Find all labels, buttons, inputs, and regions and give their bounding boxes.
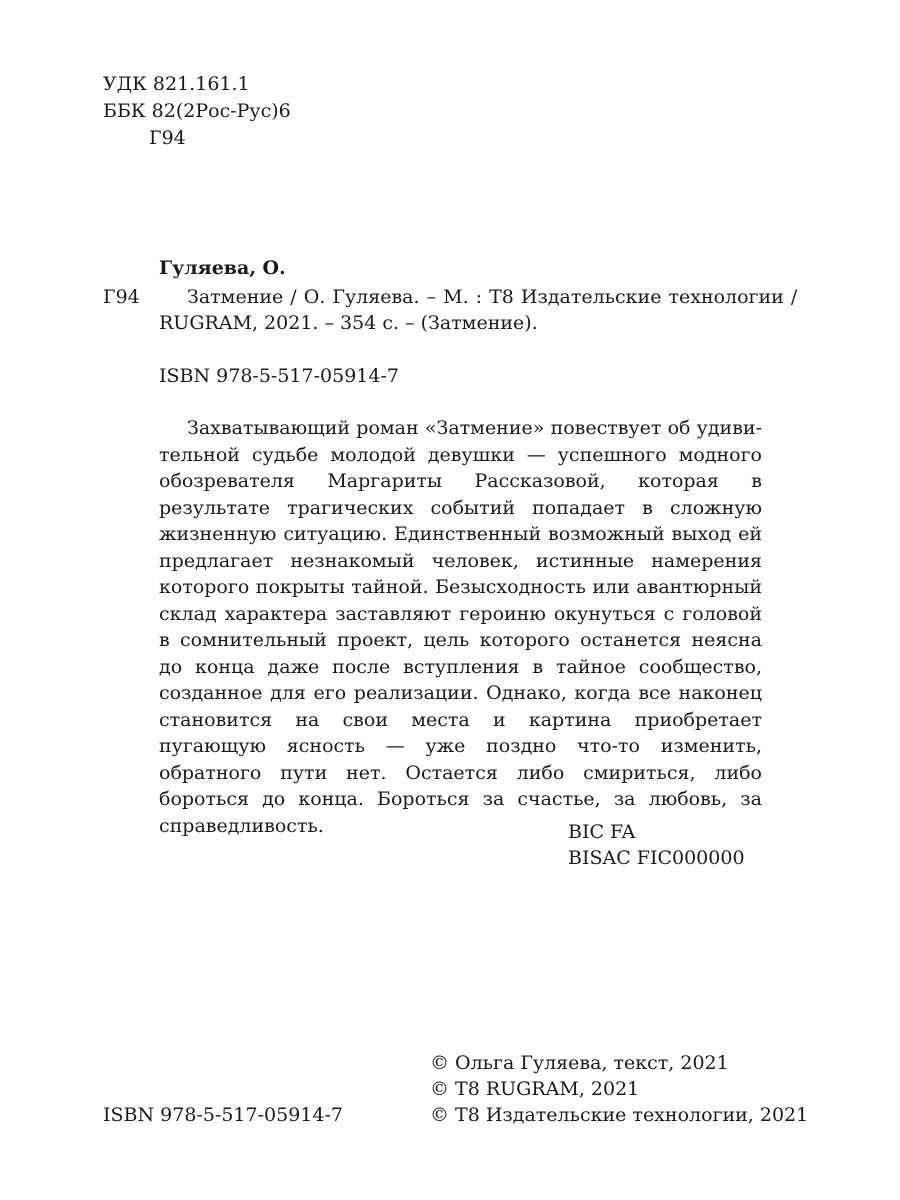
copyright-line: © Т8 RUGRAM, 2021 bbox=[430, 1078, 640, 1100]
copyright-line: © Ольга Гуляева, текст, 2021 bbox=[430, 1052, 729, 1074]
footer-isbn: ISBN 978-5-517-05914-7 bbox=[103, 1104, 343, 1126]
isbn: ISBN 978-5-517-05914-7 bbox=[159, 365, 399, 387]
copyright-line: © Т8 Издательские технологии, 2021 bbox=[430, 1104, 809, 1126]
udk-code: УДК 821.161.1 bbox=[103, 73, 250, 95]
catalog-author-mark: Г94 bbox=[103, 286, 140, 308]
title-line-2: RUGRAM, 2021. – 354 с. – (Затмение). bbox=[159, 312, 538, 334]
author-mark: Г94 bbox=[149, 127, 186, 149]
author-name: Гуляева, О. bbox=[159, 257, 286, 279]
bic-code: BIC FA bbox=[568, 821, 636, 843]
bbk-code: ББК 82(2Рос-Рус)6 bbox=[103, 100, 291, 122]
bisac-code: BISAC FIC000000 bbox=[568, 847, 745, 869]
title-line-1: Затмение / О. Гуляева. – М. : Т8 Издательские технологии / bbox=[187, 286, 798, 308]
annotation-paragraph: Захватывающий роман «Затмение» повествует об удивительной судьбе молодой девушки — успешного модного обозревателя Маргариты Рассказовой, которая в результате трагических событий попадает в сложную жизненную ситуацию. Единственный возможный выход ей предлагает незнакомый человек, истинные намерения которого покрыты тайной. Безысходность или авантюрный склад характера заставляют героиню окунуться с головой в сомнительный проект, цель которого останется неясна до конца даже после вступления в тайное сообщество, созданное для его реализации. Однако, когда все наконец становится на свои места и картина приобретает пугающую ясность — уже поздно что-то изменить, обратного пути нет. Остается либо смириться, либо бороться до конца. Бороться за счастье, за любовь, за справедливость. bbox=[159, 417, 762, 837]
